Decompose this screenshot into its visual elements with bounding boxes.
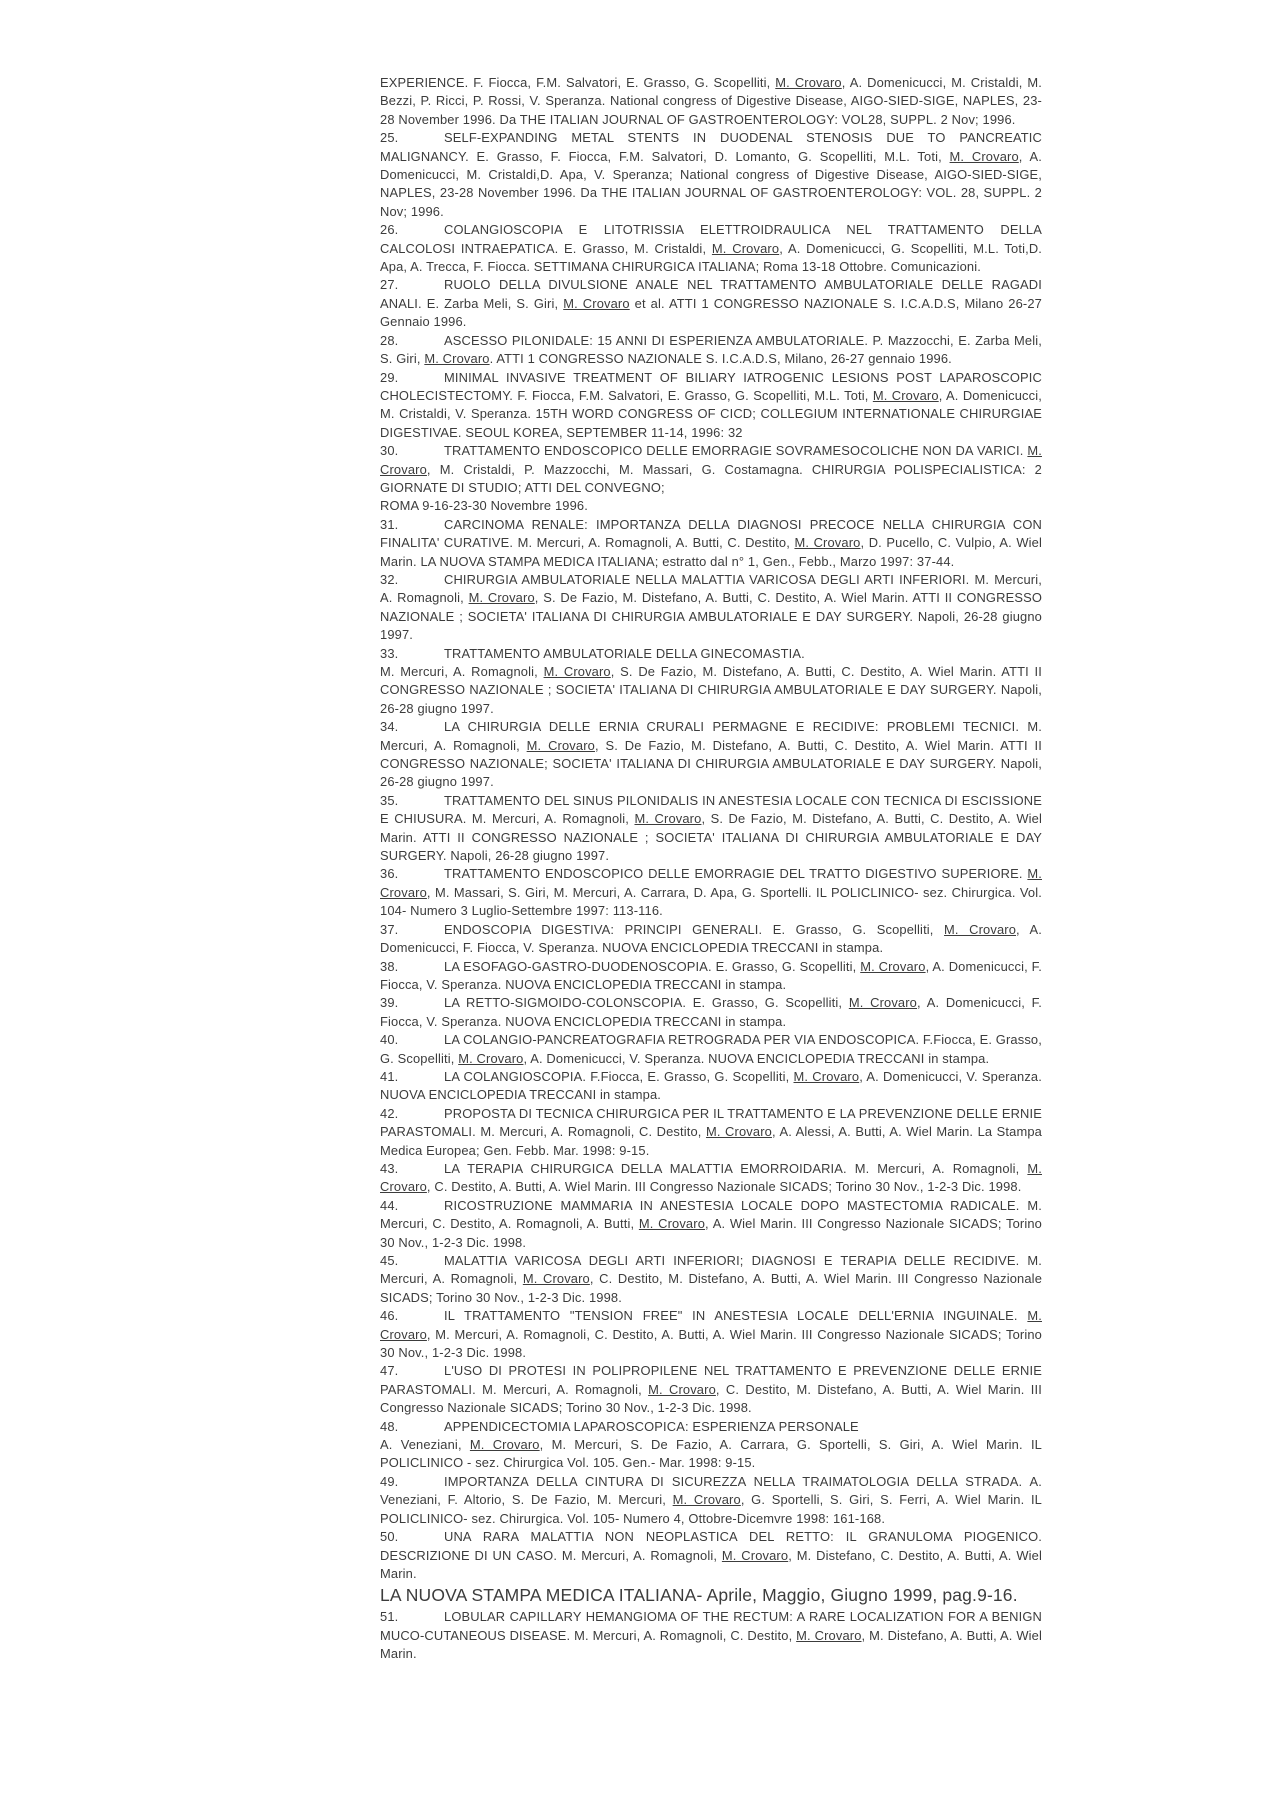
entry-number: 48. [380,1418,399,1434]
entry-text: , S. De Fazio, M. Distefano, A. Butti, C. Destito, A. Wiel Marin. ATTI II CONGRESSO NAZIONALE ; SOCIETA' ITALIANA DI CHIRURGIA AMBULATORIALE E DAY SURGERY. Napoli, 26-28 giugno 1997. [380,811,1043,864]
entry-text: EXPERIENCE. F. Fiocca, F.M. Salvatori, E. Grasso, G. Scopelliti, [380,75,776,90]
publication-25 [380,129,1042,221]
entry-text: RICOSTRUZIONE MAMMARIA IN ANESTESIA LOCALE DOPO MASTECTOMIA RADICALE. M. Mercuri, C. Destito, A. Romagnoli, A. Butti, [380,1197,1042,1232]
entry-text: ASCESSO PILONIDALE: 15 ANNI DI ESPERIENZA AMBULATORIALE. P. Mazzocchi, E. Zarba Meli, S. Giri, [380,332,1042,367]
entry-text: et al. ATTI 1 CONGRESSO NAZIONALE S. I.C.A.D.S, Milano 26-27 Gennaio 1996. [380,295,1043,330]
entry-text: , S. De Fazio, M. Distefano, A. Butti, C. Destito, A. Wiel Marin. ATTI II CONGRESSO NAZIONALE ; SOCIETA' ITALIANA DI CHIRURGIA AMBULATORIALE E DAY SURGERY. Napoli, 26-28 giugno 1997. [380,590,1042,643]
entry-number: 37. [380,921,399,937]
entry-number: 33. [380,645,399,661]
entry-text: , D. Pucello, C. Vulpio, A. Wiel Marin. LA NUOVA STAMPA MEDICA ITALIANA; estratto dal n° 1, Gen., Febb., Marzo 1997: 37-44. [380,535,1043,569]
publication-47 [380,1362,1042,1417]
publication-35 [380,792,1042,866]
entry-text: LA COLANGIOSCOPIA. F.Fiocca, E. Grasso, G. Scopelliti, [444,1068,794,1084]
entry-text: , M. Mercuri, A. Romagnoli, C. Destito, A. Butti, A. Wiel Marin. III Congresso Nazionale SICADS; Torino 30 Nov., 1-2-3 Dic. 1998. [380,1326,1042,1361]
entry-text: , A. Wiel Marin. III Congresso Nazionale SICADS; Torino 30 Nov., 1-2-3 Dic. 1998. [380,1216,1043,1250]
entry-text: , M. Cristaldi, P. Mazzocchi, M. Massari, G. Costamagna. CHIRURGIA POLISPECIALISTICA: 2 GIORNATE DI STUDIO; ATTI DEL CONVEGNO; [380,461,1042,495]
author-highlight: M. Crovaro [775,75,842,90]
author-highlight: M. Crovaro [672,1492,741,1508]
publication-34 [380,718,1042,792]
entry-number: 25. [380,130,399,146]
publication-51 [380,1608,1042,1663]
entry-number: 51. [380,1609,399,1625]
publication-33 [380,645,1042,663]
entry-number: 35. [380,792,399,808]
entry-text: UNA RARA MALATTIA NON NEOPLASTICA DEL RETTO: IL GRANULOMA PIOGENICO. DESCRIZIONE DI UN CASO. M. Mercuri, A. Romagnoli, [380,1529,1042,1563]
author-highlight: M. Crovaro [469,1437,540,1453]
entry-text: MINIMAL INVASIVE TREATMENT OF BILIARY IATROGENIC LESIONS POST LAPAROSCOPIC CHOLECISTECTOMY. F. Fiocca, F.M. Salvatori, E. Grasso, G. Scopelliti, M.L. Toti, [380,369,1042,403]
entry-text: . ATTI 1 CONGRESSO NAZIONALE S. I.C.A.D.S, Milano, 26-27 gennaio 1996. [489,351,952,367]
entry-text: LA TERAPIA CHIRURGICA DELLA MALATTIA EMORROIDARIA. M. Mercuri, A. Romagnoli, [444,1160,1028,1176]
publication-29 [380,369,1042,443]
entry-number: 49. [380,1473,399,1489]
entry-number: 44. [380,1197,399,1213]
author-highlight: M. Crovaro [794,535,861,551]
publication-43 [380,1160,1042,1197]
author-highlight: M. Crovaro [793,1068,860,1084]
author-highlight: M. Crovaro [711,240,780,256]
entry-text: ROMA 9-16-23-30 Novembre 1996. [380,498,588,514]
publication-39 [380,994,1042,1031]
entry-text: TRATTAMENTO ENDOSCOPICO DELLE EMORRAGIE DEL TRATTO DIGESTIVO SUPERIORE. [444,866,1028,882]
entry-text: LOBULAR CAPILLARY HEMANGIOMA OF THE RECTUM: A RARE LOCALIZATION FOR A BENIGN MUCO-CUTANEOUS DISEASE. M. Mercuri, A. Romagnoli, C. Destito, [380,1609,1042,1643]
publication-continuation [380,497,1042,515]
author-highlight: M. Crovaro [424,351,490,367]
entry-number: 26. [380,222,399,238]
entry-number: 27. [380,277,399,293]
entry-text: , A. Domenicucci, F. Fiocca, V. Speranza. NUOVA ENCICLOPEDIA TRECCANI in stampa. [380,958,1042,992]
author-highlight: M. Crovaro [944,921,1017,937]
author-highlight: M. Crovaro [380,1308,1042,1342]
author-highlight: M. Crovaro [522,1271,590,1287]
author-highlight: M. Crovaro [705,1124,772,1140]
author-highlight: M. Crovaro [458,1050,524,1066]
entry-text: , A. Domenicucci, F. Fiocca, V. Speranza. NUOVA ENCICLOPEDIA TRECCANI in stampa. [380,995,1042,1029]
entry-text: CHIRURGIA AMBULATORIALE NELLA MALATTIA VARICOSA DEGLI ARTI INFERIORI. M. Mercuri, A. Romagnoli, [380,571,1042,606]
entry-text: APPENDICECTOMIA LAPAROSCOPICA: ESPERIENZA PERSONALE [444,1418,859,1434]
entry-text: , M. Distefano, C. Destito, A. Butti, A. Wiel Marin. [380,1547,1042,1581]
entry-text: , M. Mercuri, S. De Fazio, A. Carrara, G. Sportelli, S. Giri, A. Wiel Marin. IL POLICLINICO - sez. Chirurgica Vol. 105. Gen.- Mar. 1998: 9-15. [380,1437,1042,1471]
entry-text: TRATTAMENTO ENDOSCOPICO DELLE EMORRAGIE SOVRAMESOCOLICHE NON DA VARICI. [444,443,1028,459]
publication-46 [380,1307,1042,1362]
entry-text: , A. Domenicucci, M. Cristaldi,D. Apa, V. Speranza; National congress of Digestive Disease, AIGO-SIED-SIGE, NAPLES, 23-28 November 1996. Da THE ITALIAN JOURNAL OF GASTROENTEROLOGY: VOL. 28, SUPPL. 2 Nov; 1996. [380,148,1042,219]
author-highlight: M. Crovaro [380,866,1042,900]
entry-text: , M. Massari, S. Giri, M. Mercuri, A. Carrara, D. Apa, G. Sportelli. IL POLICLINICO- sez. Chirurgica. Vol. 104- Numero 3 Luglio-Settembre 1997: 113-116. [380,884,1042,919]
entry-text: , A. Domenicucci, V. Speranza. NUOVA ENCICLOPEDIA TRECCANI in stampa. [380,1068,1042,1103]
entry-text: , C. Destito, M. Distefano, A. Butti, A. Wiel Marin. III Congresso Nazionale SICADS; Torino 30 Nov., 1-2-3 Dic. 1998. [380,1271,1043,1305]
entry-text: , A. Domenicucci, G. Scopelliti, M.L. Toti,D. Apa, A. Trecca, F. Fiocca. SETTIMANA CHIRURGICA ITALIANA; Roma 13-18 Ottobre. Comunicazioni. [380,240,1043,275]
entry-text: , C. Destito, M. Distefano, A. Butti, A. Wiel Marin. III Congresso Nazionale SICADS; Torino 30 Nov., 1-2-3 Dic. 1998. [380,1381,1042,1416]
publication-40 [380,1031,1042,1068]
author-highlight: M. Crovaro [634,811,702,827]
entry-text: , S. De Fazio, M. Distefano, A. Butti, C. Destito, A. Wiel Marin. ATTI II CONGRESSO NAZIONALE; SOCIETA' ITALIANA DI CHIRURGIA AMBULATORIALE E DAY SURGERY. Napoli, 26-28 giugno 1997. [380,737,1042,790]
author-highlight: M. Crovaro [380,443,1042,477]
entry-text: LA COLANGIO-PANCREATOGRAFIA RETROGRADA PER VIA ENDOSCOPICA. F.Fiocca, E. Grasso, G. Scopelliti, [380,1032,1042,1066]
author-highlight: M. Crovaro [648,1381,716,1397]
publication-30 [380,442,1042,497]
entry-number: 41. [380,1068,399,1084]
entry-text: COLANGIOSCOPIA E LITOTRISSIA ELETTROIDRAULICA NEL TRATTAMENTO DELLA CALCOLOSI INTRAEPATICA. E. Grasso, M. Cristaldi, [380,222,1042,256]
entry-text: LA NUOVA STAMPA MEDICA ITALIANA- Aprile, Maggio, Giugno 1999, pag.9-16. [380,1585,1018,1606]
publication-27 [380,276,1042,331]
entry-number: 29. [380,369,399,385]
entry-number: 32. [380,571,399,587]
entry-text: IMPORTANZA DELLA CINTURA DI SICUREZZA NELLA TRAIMATOLOGIA DELLA STRADA. A. Veneziani, F. Altorio, S. De Fazio, M. Mercuri, [380,1473,1042,1508]
entry-number: 39. [380,995,399,1011]
entry-text: TRATTAMENTO DEL SINUS PILONIDALIS IN ANESTESIA LOCALE CON TECNICA DI ESCISSIONE E CHIUSURA. M. Mercuri, A. Romagnoli, [380,792,1042,827]
publication-36 [380,865,1042,920]
author-highlight: M. Crovaro [526,737,595,753]
author-highlight: M. Crovaro [543,664,611,679]
author-highlight: M. Crovaro [638,1216,706,1232]
entry-text: , A. Domenicucci, F. Fiocca, V. Speranza. NUOVA ENCICLOPEDIA TRECCANI in stampa. [380,921,1043,956]
author-highlight: M. Crovaro [872,387,939,403]
publication-50 [380,1528,1042,1583]
entry-text: A. Veneziani, [380,1437,470,1453]
entry-number: 34. [380,719,399,735]
entry-text: , A. Domenicucci, V. Speranza. NUOVA ENCICLOPEDIA TRECCANI in stampa. [523,1050,990,1066]
entry-text: , A. Alessi, A. Butti, A. Wiel Marin. La Stampa Medica Europea; Gen. Febb. Mar. 1998: 9-15. [380,1124,1043,1158]
entry-text: RUOLO DELLA DIVULSIONE ANALE NEL TRATTAMENTO AMBULATORIALE DELLE RAGADI ANALI. E. Zarba Meli, S. Giri, [380,277,1042,311]
publication-42 [380,1105,1042,1160]
entry-text: TRATTAMENTO AMBULATORIALE DELLA GINECOMASTIA. [444,645,805,661]
entry-text: PROPOSTA DI TECNICA CHIRURGICA PER IL TRATTAMENTO E LA PREVENZIONE DELLE ERNIE PARASTOMALI. M. Mercuri, A. Romagnoli, C. Destito, [380,1105,1042,1140]
entry-text: , A. Domenicucci, M. Cristaldi, M. Bezzi, P. Ricci, P. Rossi, V. Speranza. National congress of Digestive Disease, AIGO-SIED-SIGE, NAPLES, 23-28 November 1996. Da THE ITALIAN JOURNAL OF GASTROENTEROLOGY: VOL28, SUPPL. 2 Nov; 1996. [380,75,1042,127]
publications-list [380,74,1042,1664]
entry-number: 40. [380,1032,399,1048]
publication-49 [380,1473,1042,1528]
entry-text: , M. Distefano, A. Butti, A. Wiel Marin. [380,1627,1042,1662]
entry-number: 47. [380,1363,399,1379]
entry-number: 31. [380,516,399,532]
publication-41 [380,1068,1042,1105]
entry-number: 30. [380,443,399,459]
entry-text: , C. Destito, A. Butti, A. Wiel Marin. III Congresso Nazionale SICADS; Torino 30 Nov., 1-2-3 Dic. 1998. [426,1179,1022,1195]
entry-text: IL TRATTAMENTO "TENSION FREE" IN ANESTESIA LOCALE DELL'ERNIA INGUINALE. [444,1308,1028,1324]
entry-text: LA RETTO-SIGMOIDO-COLONSCOPIA. E. Grasso, G. Scopelliti, [444,995,849,1011]
entry-text: , G. Sportelli, S. Giri, S. Ferri, A. Wiel Marin. IL POLICLINICO- sez. Chirurgica. Vol. 105- Numero 4, Ottobre-Dicemvre 1998: 161-168. [380,1492,1042,1526]
author-highlight: M. Crovaro [860,958,926,974]
entry-text: , A. Domenicucci, M. Cristaldi, V. Speranza. 15TH WORD CONGRESS OF CICD; COLLEGIUM INTERNATIONALE CHIRURGIAE DIGESTIVAE. SEOUL KOREA, SEPTEMBER 11-14, 1996: 32 [380,387,1042,440]
entry-text: MALATTIA VARICOSA DEGLI ARTI INFERIORI; DIAGNOSI E TERAPIA DELLE RECIDIVE. M. Mercuri, A. Romagnoli, [380,1253,1042,1287]
author-highlight: M. Crovaro [796,1627,862,1643]
entry-number: 38. [380,958,399,974]
entry-number: 28. [380,332,399,348]
publication-31 [380,516,1042,571]
publication-continuation [380,663,1042,718]
publication-26 [380,221,1042,276]
entry-text: LA CHIRURGIA DELLE ERNIA CRURALI PERMAGNE E RECIDIVE: PROBLEMI TECNICI. M. Mercuri, A. Romagnoli, [380,719,1042,753]
publication-continuation [380,1583,1042,1608]
publication-continuation [380,1436,1042,1473]
author-highlight: M. Crovaro [848,995,918,1011]
author-highlight: M. Crovaro [721,1547,789,1563]
author-highlight: M. Crovaro [949,148,1019,164]
entry-number: 46. [380,1308,399,1324]
entry-number: 50. [380,1529,399,1545]
publication-48 [380,1418,1042,1436]
publication-28 [380,332,1042,369]
entry-text: M. Mercuri, A. Romagnoli, [380,664,544,679]
publication-continuation [380,74,1042,129]
entry-text: SELF-EXPANDING METAL STENTS IN DUODENAL STENOSIS DUE TO PANCREATIC MALIGNANCY. E. Grasso, F. Fiocca, F.M. Salvatori, D. Lomanto, G. Scopelliti, M.L. Toti, [380,130,1042,164]
entry-number: 45. [380,1253,399,1268]
publication-45 [380,1252,1042,1307]
entry-text: CARCINOMA RENALE: IMPORTANZA DELLA DIAGNOSI PRECOCE NELLA CHIRURGIA CON FINALITA' CURATIVE. M. Mercuri, A. Romagnoli, A. Butti, C. Destito, [380,516,1042,551]
author-highlight: M. Crovaro [468,590,535,606]
entry-text: , S. De Fazio, M. Distefano, A. Butti, C. Destito, A. Wiel Marin. ATTI II CONGRESSO NAZIONALE ; SOCIETA' ITALIANA DI CHIRURGIA AMBULATORIALE E DAY SURGERY. Napoli, 26-28 giugno 1997. [380,664,1042,716]
publication-32 [380,571,1042,645]
author-highlight: M. Crovaro [563,295,630,311]
entry-number: 43. [380,1160,399,1176]
entry-number: 36. [380,866,399,882]
entry-text: ENDOSCOPIA DIGESTIVA: PRINCIPI GENERALI. E. Grasso, G. Scopelliti, [444,921,945,937]
publication-44 [380,1197,1042,1252]
entry-text: LA ESOFAGO-GASTRO-DUODENOSCOPIA. E. Grasso, G. Scopelliti, [444,958,861,974]
entry-number: 42. [380,1105,399,1121]
publication-38 [380,958,1042,995]
author-highlight: M. Crovaro [380,1160,1042,1195]
publication-37 [380,921,1042,958]
entry-text: L'USO DI PROTESI IN POLIPROPILENE NEL TRATTAMENTO E PREVENZIONE DELLE ERNIE PARASTOMALI. M. Mercuri, A. Romagnoli, [380,1363,1042,1397]
